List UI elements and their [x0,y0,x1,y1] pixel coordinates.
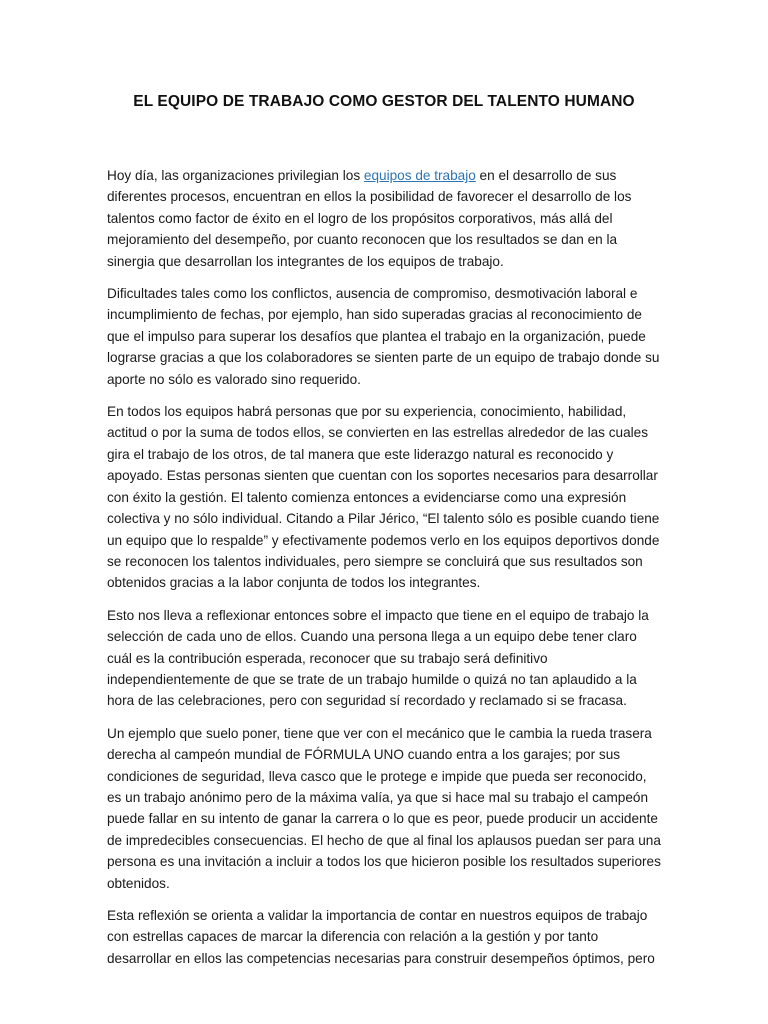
paragraph-4: Esto nos lleva a reflexionar entonces sobre el impacto que tiene en el equipo de trabajo la selección de cada uno de ellos. Cuando una persona llega a un equipo debe tener claro cuál es la contribución esperada, reconocer que su trabajo será definitivo independientemente de que se trate de un trabajo humilde o quizá no tan aplaudido a la hora de las celebraciones, pero con seguridad sí recordado y reclamado si se fracasa. [107,607,649,709]
document-title: EL EQUIPO DE TRABAJO COMO GESTOR DEL TALENTO HUMANO [133,93,635,110]
paragraph-3: En todos los equipos habrá personas que por su experiencia, conocimiento, habilidad, actitud o por la suma de todos ellos, se convierten en las estrellas alrededor de las cuales gira el trabajo de los otros, de tal manera que este liderazgo natural es reconocido y apoyado. Estas personas sienten que cuentan con los soportes necesarios para desarrollar con éxito la gestión. El talento comienza entonces a evidenciarse como una expresión colectiva y no sólo individual. Citando a Pilar Jérico, “El talento sólo es posible cuando tiene un equipo que lo respalde” y efectivamente podemos verlo en los equipos deportivos donde se reconocen los talentos individuales, pero siempre se concluirá que sus resultados son obtenidos gracias a la labor conjunta de todos los integrantes. [107,404,660,591]
paragraph-5: Un ejemplo que suelo poner, tiene que ver con el mecánico que le cambia la rueda trasera derecha al campeón mundial de FÓRMULA UNO cuando entra a los garajes; por sus condiciones de seguridad, lleva casco que le protege e impide que pueda ser reconocido, es un trabajo anónimo pero de la máxima valía, ya que si hace mal su trabajo el campeón puede fallar en su intento de ganar la carrera o lo que es peor, puede producir un accidente de impredecibles consecuencias. El hecho de que al final los aplausos puedan ser para una persona es una invitación a incluir a todos los que hicieron posible los resultados superiores obtenidos. [107,725,661,891]
equipos-de-trabajo-link[interactable]: equipos de trabajo [363,168,476,183]
paragraph-1-text-start: Hoy día, las organizaciones privilegian los [107,168,364,183]
paragraph-6: Esta reflexión se orienta a validar la importancia de contar en nuestros equipos de trabajo con estrellas capaces de marcar la diferencia con relación a la gestión y por tanto desarrollar en ellos las competencias necesarias para construir desempeños óptimos, pero [107,908,655,966]
document-body [107,165,663,980]
paragraph-2: Dificultades tales como los conflictos, ausencia de compromiso, desmotivación laboral e incumplimiento de fechas, por ejemplo, han sido superadas gracias al reconocimiento de que el impulso para superar los desafíos que plantea el trabajo en la organización, puede lograrse gracias a que los colaboradores se sienten parte de un equipo de trabajo donde su aporte no sólo es valorado sino requerido. [107,286,660,387]
paragraph-1-text-end: en el desarrollo de sus diferentes procesos, encuentran en ellos la posibilidad de favorecer el desarrollo de los talentos como factor de éxito en el logro de los propósitos corporativos, más allá del mejoramiento del desempeño, por cuanto reconocen que los resultados se dan en la sinergia que desarrollan los integrantes de los equipos de trabajo. [107,168,632,269]
paragraph-1 [107,165,663,272]
